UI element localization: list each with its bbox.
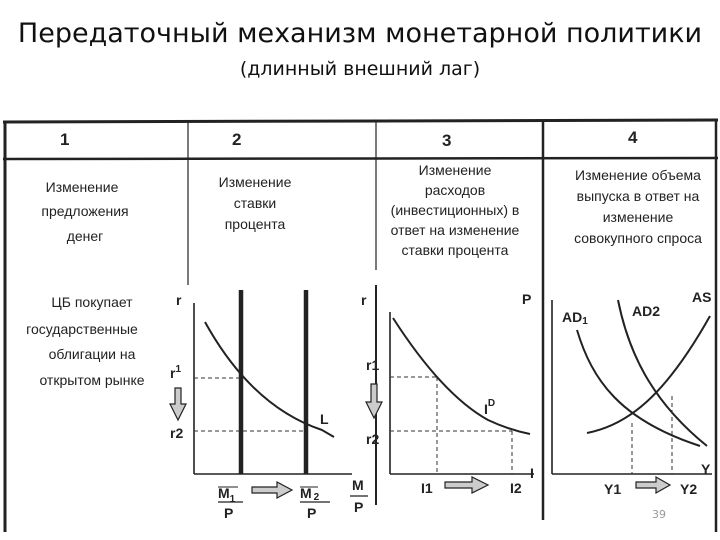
money-demand-curve-l (205, 322, 334, 437)
col2-header-line: Изменение (218, 174, 292, 190)
svg-text:P: P (307, 505, 317, 521)
ad1-label: AD1 (562, 309, 588, 327)
investment-r1-label: r1 (366, 357, 380, 373)
y2-label: Y2 (680, 481, 698, 497)
svg-text:P: P (354, 499, 364, 515)
rate-decrease-arrow (170, 388, 186, 420)
ad2-label: AD2 (632, 303, 661, 319)
svg-text:M: M (352, 477, 364, 493)
svg-text:P: P (224, 505, 234, 521)
column-1-number: 1 (60, 130, 70, 149)
policy-line: ЦБ покупает (51, 294, 133, 310)
col3-header-line: расходов (424, 182, 486, 198)
as-label: AS (692, 289, 712, 305)
col2-header-line: процента (224, 216, 286, 232)
investment-x-axis-label: I (530, 465, 534, 481)
policy-line: государственные (26, 321, 138, 337)
investment-i1-label: I1 (421, 480, 433, 496)
column-3-number: 3 (442, 131, 452, 150)
adas-x-axis-label: Y (701, 461, 711, 477)
money-x-axis-label (350, 477, 368, 515)
investment-rate-decrease-arrow (366, 384, 382, 418)
adas-y-axis-label: P (522, 291, 532, 307)
money-supply-increase-arrow (252, 482, 292, 498)
money-market-graph (170, 290, 368, 521)
m1-over-p-label (218, 485, 243, 521)
svg-text:M1: $M_1$ (218, 485, 236, 505)
policy-text (26, 294, 145, 388)
column-headers (41, 162, 702, 258)
investment-graph (361, 292, 534, 496)
col3-header-line: ставки процента (401, 242, 509, 258)
output-increase-arrow (636, 477, 670, 493)
investment-curve-label: $I^D$ (484, 398, 496, 417)
policy-line: открытом рынке (39, 372, 145, 388)
ad1-curve (577, 330, 700, 446)
m2-over-p-label (300, 485, 330, 521)
svg-text:M2: M 2 (300, 485, 320, 503)
money-demand-curve-label: L (320, 411, 329, 427)
as-curve (587, 316, 710, 433)
investment-r2-label: r2 (366, 431, 380, 447)
col1-header-line: Изменение (45, 179, 119, 195)
col4-header-line: совокупного спроса (574, 230, 702, 246)
col4-header-line: Изменение объема (575, 167, 701, 183)
ad-as-graph (522, 289, 712, 497)
slide-subtitle: (длинный внешний лаг) (239, 58, 481, 80)
money-y-axis-label: r (176, 292, 182, 308)
col3-header-line: (инвестиционных) в (390, 202, 520, 218)
money-r1-label: $r^1$ (170, 364, 182, 381)
col4-header-line: изменение (602, 209, 674, 225)
investment-demand-curve (393, 318, 530, 434)
money-r2-label: r2 (170, 425, 184, 441)
investment-y-axis-label: r (361, 292, 367, 308)
investment-i2-label: I2 (510, 480, 522, 496)
col2-header-line: ставки (233, 195, 277, 211)
col3-header-line: Изменение (418, 162, 492, 178)
col3-header-line: ответ на изменение (390, 222, 520, 238)
ad2-curve (618, 300, 707, 446)
col1-header-line: денег (66, 228, 104, 244)
investment-increase-arrow (445, 477, 488, 493)
col1-header-line: предложения (41, 203, 129, 219)
column-4-number: 4 (628, 128, 638, 147)
column-2-number: 2 (232, 130, 242, 149)
col4-header-line: выпуска в ответ на (576, 188, 700, 204)
y1-label: Y1 (604, 481, 622, 497)
policy-line: облигации на (48, 346, 136, 362)
page-number: 39 (652, 508, 666, 521)
slide-title: Передаточный механизм монетарной политики (17, 18, 703, 49)
